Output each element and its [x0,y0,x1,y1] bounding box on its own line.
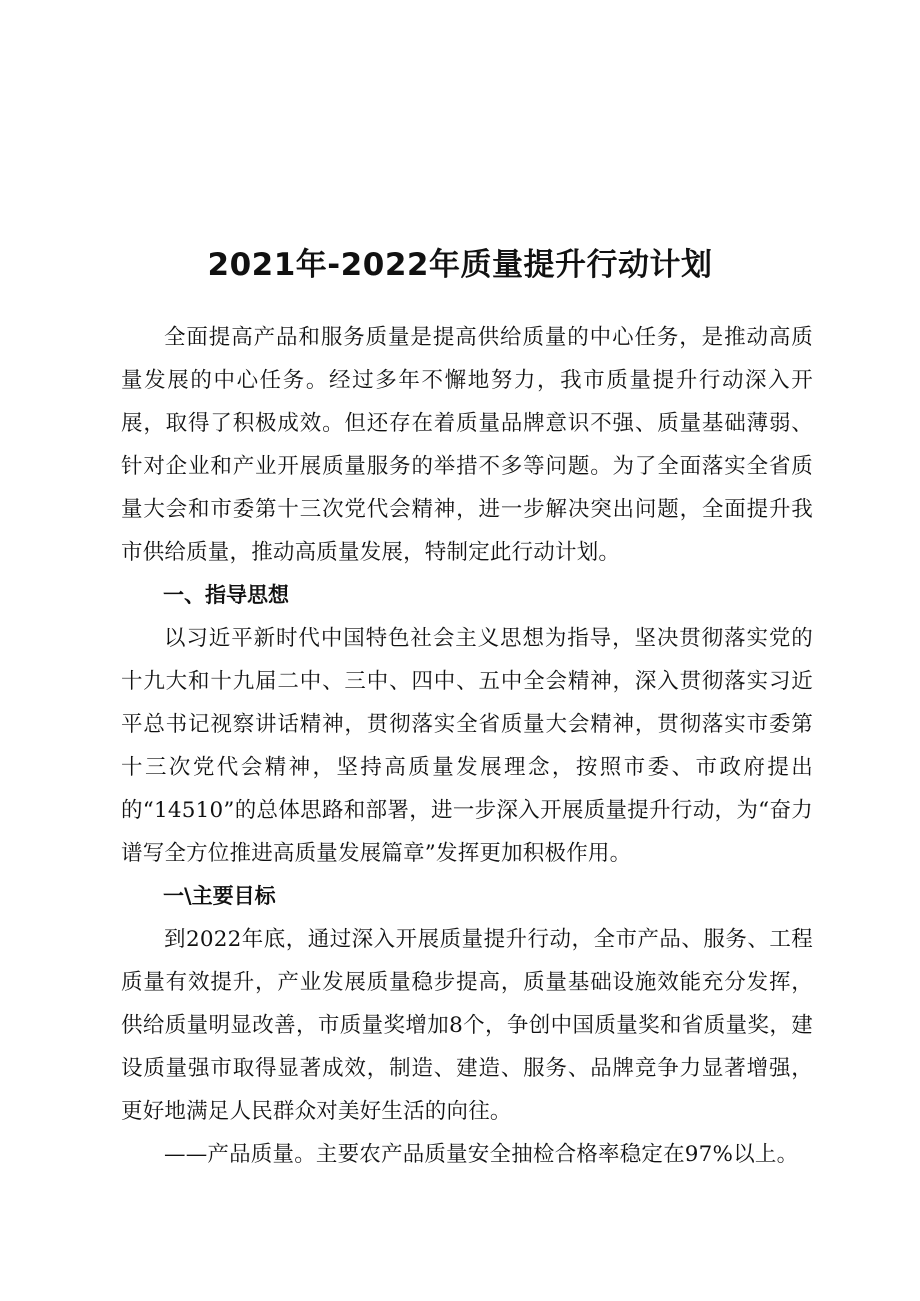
document-title: 2021年-2022年质量提升行动计划 [207,246,713,283]
section-heading-main-goals: 一\主要目标 [163,884,276,908]
section-heading-guiding-ideology: 一、指导思想 [163,583,289,607]
document-body [121,316,813,1176]
product-quality-paragraph: ——产品质量。主要农产品质量安全抽检合格率稳定在97%以上。 [164,1142,799,1167]
guiding-ideology-paragraph: 以习近平新时代中国特色社会主义思想为指导，坚决贯彻落实党的十九大和十九届二中、三中、四中、五中全会精神，深入贯彻落实习近平总书记视察讲话精神，贯彻落实全省质量大会精神，贯彻落实市委第十三次党代会精神，坚持高质量发展理念，按照市委、市政府提出的“14510”的总体思路和部署，进一步深入开展质量提升行动，为“奋力谱写全方位推进高质量发展篇章”发挥更加积极作用。 [121,626,813,866]
intro-paragraph: 全面提高产品和服务质量是提高供给质量的中心任务，是推动高质量发展的中心任务。经过多年不懈地努力，我市质量提升行动深入开展，取得了积极成效。但还存在着质量品牌意识不强、质量基础薄弱、针对企业和产业开展质量服务的举措不多等问题。为了全面落实全省质量大会和市委第十三次党代会精神，进一步解决突出问题，全面提升我市供给质量，推动高质量发展，特制定此行动计划。 [121,325,813,565]
main-goals-paragraph: 到2022年底，通过深入开展质量提升行动，全市产品、服务、工程质量有效提升，产业发展质量稳步提高，质量基础设施效能充分发挥，供给质量明显改善，市质量奖增加8个，争创中国质量奖和省质量奖，建设质量强市取得显著成效，制造、建造、服务、品牌竞争力显著增强，更好地满足人民群众对美好生活的向往。 [121,927,813,1124]
